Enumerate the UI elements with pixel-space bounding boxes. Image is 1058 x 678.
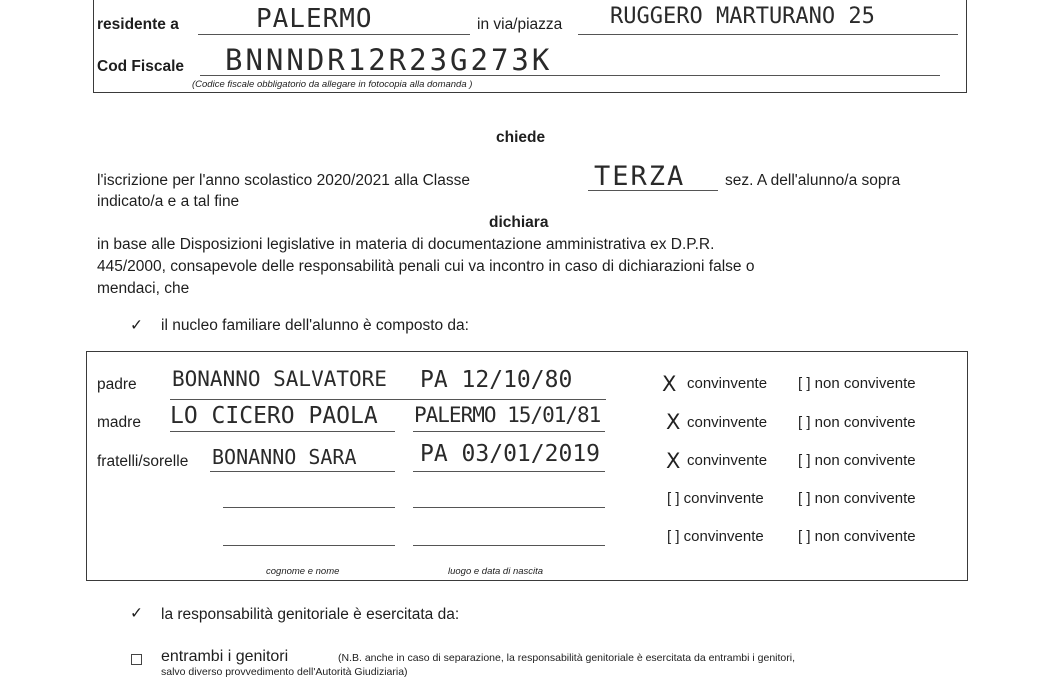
nucleo-label: il nucleo familiare dell'alunno è composto da: [161, 317, 469, 334]
padre-label: padre [97, 376, 137, 393]
classe-value: TERZA [594, 161, 686, 192]
entrambi-note2: salvo diverso provvedimento dell'Autorità Giudiziaria) [161, 666, 408, 678]
row5-conv[interactable]: [ ] convinvente [667, 528, 764, 545]
padre-name-line [170, 399, 606, 400]
madre-place-line [413, 431, 605, 432]
fratelli-label: fratelli/sorelle [97, 453, 189, 470]
dichiara-title: dichiara [489, 214, 549, 231]
cf-note: (Codice fiscale obbligatorio da allegare in fotocopia alla domanda ) [192, 79, 473, 90]
dichiara-line3: mendaci, che [97, 280, 190, 297]
entrambi-checkbox[interactable] [131, 654, 142, 665]
residente-line [198, 34, 470, 35]
entrambi-title: entrambi i genitori [161, 648, 289, 665]
via-label: in via/piazza [477, 16, 563, 33]
dichiara-line1: in base alle Disposizioni legislative in materia di documentazione amministrativa ex D.P.R. [97, 236, 715, 253]
residente-label: residente a [97, 16, 179, 33]
fratelli-conv-mark: X [666, 449, 681, 473]
fratelli-conv[interactable]: convinvente [687, 452, 768, 469]
sezione-text: sez. A dell'alunno/a sopra [725, 172, 901, 189]
row4-conv[interactable]: [ ] convinvente [667, 490, 764, 507]
madre-conv[interactable]: convinvente [687, 414, 768, 431]
row4-name-line [223, 507, 395, 508]
padre-conv-mark: X [662, 372, 677, 396]
padre-place-date: PA 12/10/80 [420, 367, 573, 393]
row4-place-line [413, 507, 605, 508]
padre-conv[interactable]: convinvente [687, 375, 768, 392]
row5-place-line [413, 545, 605, 546]
cf-label: Cod Fiscale [97, 58, 184, 75]
fratelli-name-line [210, 471, 395, 472]
via-line [578, 34, 958, 35]
fratelli-place-line [413, 471, 605, 472]
row5-name-line [223, 545, 395, 546]
iscrizione-text: l'iscrizione per l'anno scolastico 2020/2021 alla Classe [97, 172, 470, 189]
row5-nonconv[interactable]: [ ] non convivente [798, 528, 916, 545]
madre-nonconv[interactable]: [ ] non convivente [798, 414, 916, 431]
madre-name: LO CICERO PAOLA [170, 403, 378, 429]
indicato-text: indicato/a e a tal fine [97, 193, 240, 210]
madre-conv-mark: X [666, 410, 681, 434]
fratelli-place-date: PA 03/01/2019 [420, 441, 601, 467]
resp-check: ✓ [130, 604, 143, 622]
via-value: RUGGERO MARTURANO 25 [610, 4, 875, 29]
nucleo-check: ✓ [130, 316, 143, 334]
footer-name-caption: cognome e nome [266, 566, 340, 577]
padre-name: BONANNO SALVATORE [172, 367, 387, 391]
chiede-title: chiede [496, 129, 546, 146]
padre-nonconv[interactable]: [ ] non convivente [798, 375, 916, 392]
fratelli-name: BONANNO SARA [212, 445, 357, 469]
resp-label: la responsabilità genitoriale è esercitata da: [161, 606, 460, 623]
fratelli-nonconv[interactable]: [ ] non convivente [798, 452, 916, 469]
entrambi-note: (N.B. anche in caso di separazione, la responsabilità genitoriale è esercitata da entrambi i genitori, [338, 652, 796, 664]
residente-value: PALERMO [256, 4, 373, 34]
cf-value: BNNNDR12R23G273K [225, 43, 553, 77]
madre-place-date: PALERMO 15/01/81 [414, 403, 601, 427]
dichiara-line2: 445/2000, consapevole delle responsabilità penali cui va incontro in caso di dichiarazioni false o [97, 258, 755, 275]
footer-place-caption: luogo e data di nascita [448, 566, 544, 577]
madre-name-line [170, 431, 395, 432]
row4-nonconv[interactable]: [ ] non convivente [798, 490, 916, 507]
madre-label: madre [97, 414, 141, 431]
